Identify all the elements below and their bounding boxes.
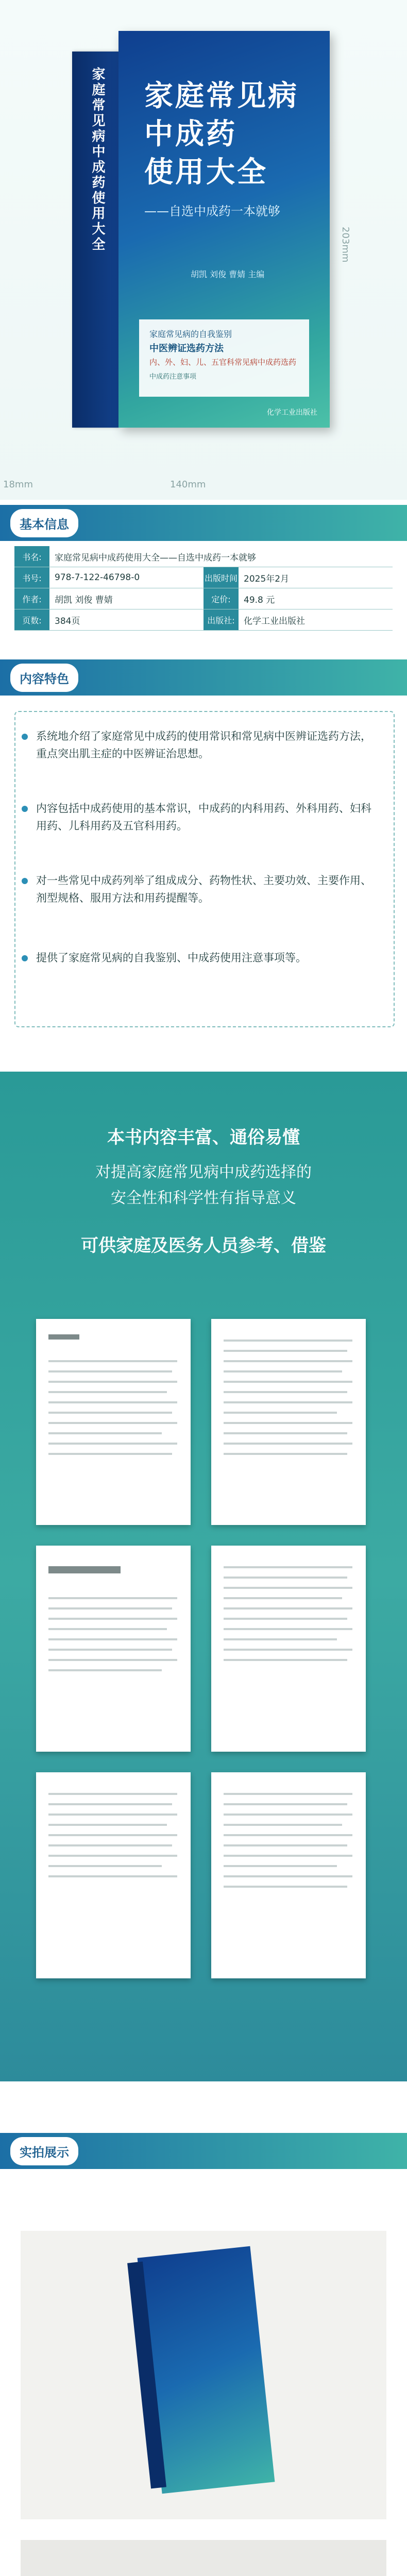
info-table [14,546,393,631]
book-spine [72,52,118,428]
info-value: 49.8 元 [244,595,275,605]
info-value: 胡凯 刘俊 曹婧 [55,595,113,605]
feature-item [36,727,376,762]
info-row [14,588,393,609]
bullet-icon [22,806,28,812]
section-title: 内容特色 [10,664,78,692]
page-preview [36,1772,191,1978]
page-preview [211,1319,366,1525]
spine-title: 家庭常见病中成药使用大全 [90,67,105,252]
cover-authors: 胡凯 刘俊 曹婧 主编 [191,269,265,279]
page-previews [36,1319,371,1999]
photo-gallery [0,2231,407,2576]
cover-title [144,77,299,192]
info-key: 出版社: [204,609,239,630]
cover-subtitle: ——自选中成药一本就够 [144,204,280,218]
book-front-cover [118,31,330,428]
section-banner-features [0,659,407,696]
info-key: 定价: [204,588,239,609]
badge-line: 内、外、妇、儿、五官科常见病中成药选药 [149,358,297,367]
page-preview [36,1546,191,1752]
info-row [14,567,393,588]
info-value: 978-7-122-46798-0 [55,572,140,583]
bullet-icon [22,734,28,740]
badge-line: 家庭常见病的自我鉴别 [149,329,232,339]
slogan-line: 本书内容丰富、通俗易懂 [107,1127,300,1148]
section-banner-photos [0,2133,407,2169]
cover-publisher: 化学工业出版社 [267,409,317,417]
badge-line: 中医辨证选药方法 [149,343,224,354]
slogan-line: 安全性和科学性有指导意义 [111,1189,296,1207]
info-value: 化学工业出版社 [244,616,305,626]
cover-title-line: 中成药 [144,117,237,151]
photo-book-standing [21,2231,386,2519]
slogan-line: 可供家庭及医务人员参考、借鉴 [81,1235,326,1256]
feature-item [36,872,376,907]
info-value: 384页 [55,616,80,626]
dimension-width: 140mm [170,479,206,490]
hero-section [0,0,407,500]
page-preview [211,1546,366,1752]
info-key: 出版时间 [204,567,239,588]
info-key: 作者: [14,588,49,609]
slogan-section [0,1072,407,2081]
info-key: 书名: [14,546,49,567]
badge-line: 中成药注意事项 [149,373,197,381]
info-key: 页数: [14,609,49,630]
photo-book-lying [21,2540,386,2576]
info-row [14,546,393,567]
feature-text: 系统地介绍了家庭常见中成药的使用常识和常见病中医辨证选药方法，重点突出肌主症的中医辨证治思想。 [36,730,371,760]
info-value: 家庭常见病中成药使用大全——自选中成药一本就够 [55,552,256,563]
cover-badge [139,319,309,397]
dimension-spine: 18mm [3,479,33,490]
features-box [14,711,395,1027]
feature-item [36,800,376,835]
info-value: 2025年2月 [244,573,290,584]
section-title: 实拍展示 [10,2137,78,2165]
section-banner-basic-info [0,505,407,541]
feature-text: 提供了家庭常见病的自我鉴别、中成药使用注意事项等。 [36,952,307,964]
info-row [14,609,393,631]
feature-text: 对一些常见中成药列举了组成成分、药物性状、主要功效、主要作用、剂型规格、服用方法和用药提醒等。 [36,874,371,904]
dimension-height: 203mm [340,227,351,263]
book-cover-3d [72,31,330,443]
info-key: 书号: [14,567,49,588]
section-title: 基本信息 [10,509,78,537]
bullet-icon [22,878,28,884]
feature-text: 内容包括中成药使用的基本常识，中成药的内科用药、外科用药、妇科用药、儿科用药及五官科用药。 [36,802,371,832]
page-preview [211,1772,366,1978]
cover-title-line: 家庭常见病 [144,79,299,113]
page-preview [36,1319,191,1525]
feature-item [36,949,376,967]
slogan-line: 对提高家庭常见病中成药选择的 [95,1163,312,1181]
cover-title-line: 使用大全 [144,156,268,189]
bullet-icon [22,955,28,961]
